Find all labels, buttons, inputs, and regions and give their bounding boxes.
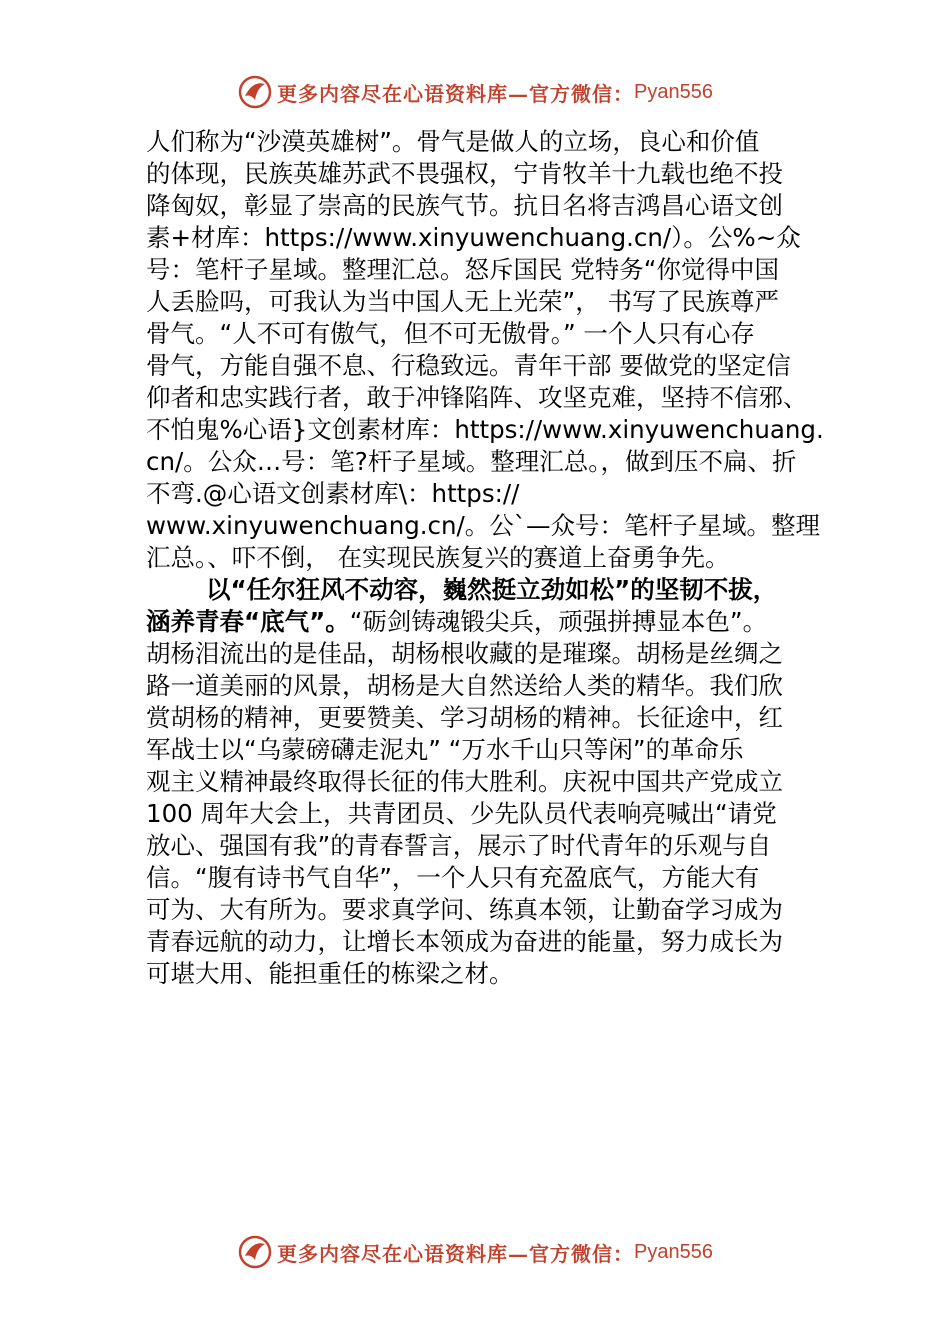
brand-logo-icon: [237, 74, 273, 110]
brand-logo-icon: [237, 1234, 273, 1270]
document-body: [146, 126, 836, 990]
text-line-fragment: “砺剑铸魂锻尖兵，顽强拼搏显本色”。: [349, 607, 768, 636]
banner-text: 更多内容尽在心语资料库—官方微信：: [277, 1241, 635, 1266]
text-line: 胡杨泪流出的是佳品，胡杨根收藏的是璀璨。胡杨是丝绸之: [146, 639, 783, 668]
text-line: www.xinyuwenchuang.cn/。公`—众号：笔杆子星域。整理: [146, 511, 821, 540]
text-line: 不弯.@心语文创素材库\：https://: [146, 479, 520, 508]
text-line: 可堪大用、能担重任的栋梁之材。: [146, 959, 514, 988]
section-heading-end: 涵养青春“底气”。: [146, 607, 350, 636]
section-heading: 以“任尔狂风不动容，巍然挺立劲如松”的坚韧不拔，: [206, 575, 778, 604]
text-line: 观主义精神最终取得长征的伟大胜利。庆祝中国共产党成立: [146, 767, 783, 796]
banner-wechat-id: Pyan556: [634, 1240, 713, 1263]
text-line: 人丢脸吗，可我认为当中国人无上光荣”， 书写了民族尊严: [146, 287, 779, 316]
text-line: 骨气。“人不可有傲气，但不可无傲骨。” 一个人只有心存: [146, 319, 755, 348]
text-line: 可为、大有所为。要求真学问、练真本领，让勤奋学习成为: [146, 895, 783, 924]
section-heading-continued: [146, 606, 836, 638]
text-line: 人们称为“沙漠英雄树”。骨气是做人的立场，良心和价值: [146, 127, 760, 156]
text-line: 降匈奴，彰显了崇高的民族气节。抗日名将吉鸿昌心语文创: [146, 191, 783, 220]
text-line: 路一道美丽的风景，胡杨是大自然送给人类的精华。我们欣: [146, 671, 783, 700]
text-line: 放心、强国有我”的青春誓言，展示了时代青年的乐观与自: [146, 831, 772, 860]
text-line: 的体现，民族英雄苏武不畏强权，宁肯牧羊十九载也绝不投: [146, 159, 783, 188]
text-line: 素+材库：https://www.xinyuwenchuang.cn/）。公%~众: [146, 223, 801, 252]
text-line: 骨气，方能自强不息、行稳致远。青年干部 要做党的坚定信: [146, 351, 791, 380]
text-line: 100 周年大会上，共青团员、少先队员代表响亮喊出“请党: [146, 799, 777, 828]
text-line: 不怕鬼%心语}文创素材库：https://www.xinyuwenchuang.: [146, 415, 824, 444]
text-line: 汇总。、吓不倒， 在实现民族复兴的赛道上奋勇争先。: [146, 543, 730, 572]
footer-banner: [0, 1232, 950, 1272]
text-line: 军战士以“乌蒙磅礴走泥丸” “万水千山只等闲”的革命乐: [146, 735, 744, 764]
text-line: 仰者和忠实践行者，敢于冲锋陷阵、攻坚克难，坚持不信邪、: [146, 383, 808, 412]
text-line: 信。“腹有诗书气自华”，一个人只有充盈底气，方能大有: [146, 863, 760, 892]
text-line: 号：笔杆子星域。整理汇总。怒斥国民 党特务“你觉得中国: [146, 255, 779, 284]
text-line: 赏胡杨的精神，更要赞美、学习胡杨的精神。长征途中，红: [146, 703, 783, 732]
text-line: cn/。公众…号：笔?杆子星域。整理汇总。，做到压不扁、折: [146, 447, 797, 476]
banner-wechat-id: Pyan556: [634, 80, 713, 103]
header-banner: [0, 72, 950, 112]
banner-text: 更多内容尽在心语资料库—官方微信：: [277, 81, 635, 106]
text-line: 青春远航的动力，让增长本领成为奋进的能量，努力成长为: [146, 927, 783, 956]
